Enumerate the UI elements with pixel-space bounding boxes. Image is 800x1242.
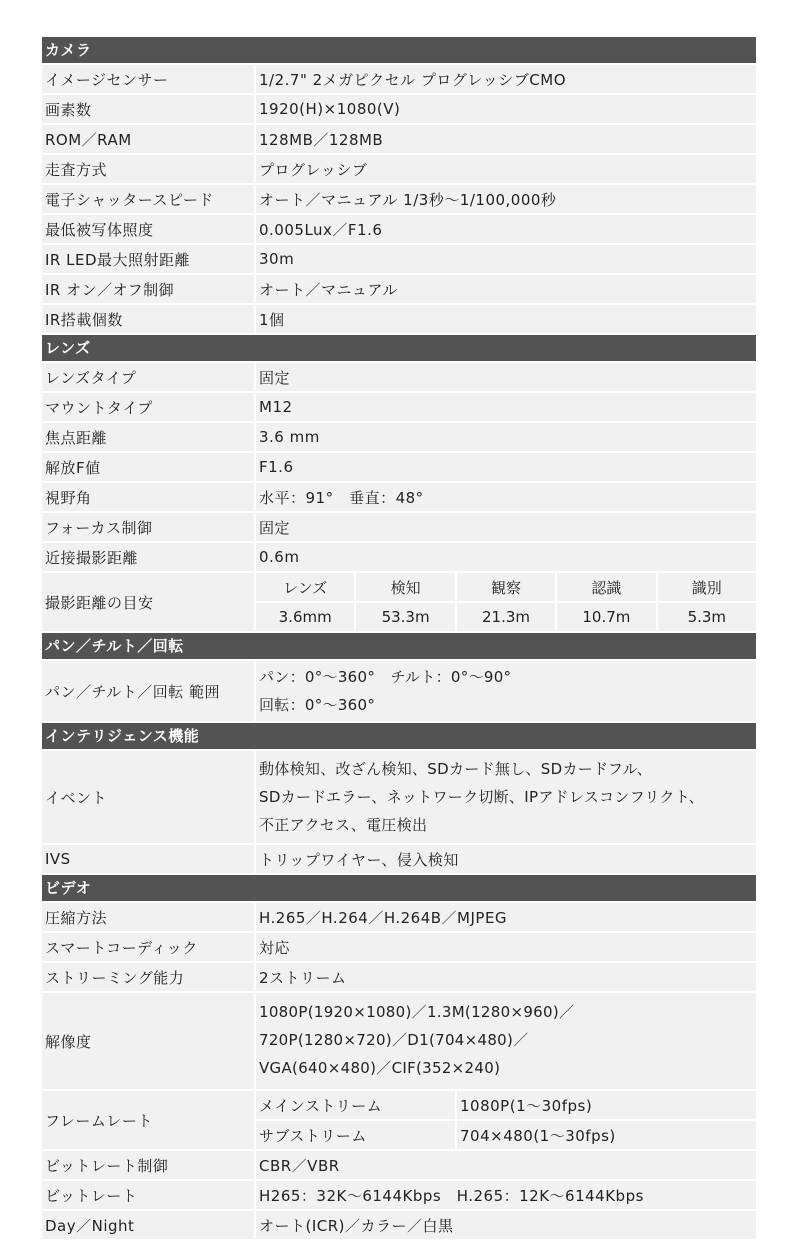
distance-value: 21.3m [457, 603, 555, 631]
spec-label: 走査方式 [42, 155, 254, 183]
spec-label: IR搭載個数 [42, 305, 254, 333]
section-header-lens: レンズ [42, 335, 756, 361]
distance-guide-label: 撮影距離の目安 [42, 573, 254, 631]
framerate-row [42, 1091, 756, 1149]
spec-label: 最低被写体照度 [42, 215, 254, 243]
pantilt-line: パン：0°〜360° チルト：0°〜90° [259, 668, 512, 686]
distance-header: レンズ [256, 573, 354, 601]
spec-value: F1.6 [256, 453, 756, 481]
spec-value: 2ストリーム [256, 963, 756, 991]
spec-row [42, 1211, 756, 1239]
spec-label: 電子シャッタースピード [42, 185, 254, 213]
event-line: 不正アクセス、電圧検出 [259, 816, 428, 834]
spec-label: ROM／RAM [42, 125, 254, 153]
resolution-line: 1080P(1920×1080)／1.3M(1280×960)／ [259, 1003, 575, 1021]
spec-label: ビットレート [42, 1181, 254, 1209]
spec-label: IR LED最大照射距離 [42, 245, 254, 273]
spec-row [42, 903, 756, 931]
spec-label: 圧縮方法 [42, 903, 254, 931]
ivs-value: トリップワイヤー、侵入検知 [256, 845, 756, 873]
resolution-row [42, 993, 756, 1089]
spec-label: 画素数 [42, 95, 254, 123]
spec-label: 焦点距離 [42, 423, 254, 451]
spec-row [42, 245, 756, 273]
spec-row [42, 933, 756, 961]
pantilt-value [256, 661, 756, 721]
spec-row [42, 963, 756, 991]
distance-header: 識別 [658, 573, 756, 601]
distance-value: 10.7m [557, 603, 655, 631]
spec-value: 0.6m [256, 543, 756, 571]
lens-rows [42, 363, 756, 631]
spec-row [42, 423, 756, 451]
spec-value: M12 [256, 393, 756, 421]
framerate-main-label: メインストリーム [256, 1091, 455, 1119]
framerate-main-value: 1080P(1〜30fps) [457, 1091, 756, 1119]
spec-row [42, 543, 756, 571]
framerate-grid [256, 1091, 756, 1149]
resolution-value [256, 993, 756, 1089]
distance-guide-row [42, 573, 756, 631]
spec-row [42, 363, 756, 391]
event-line: SDカードエラー、ネットワーク切断、IPアドレスコンフリクト、 [259, 788, 704, 806]
pantilt-label: パン／チルト／回転 範囲 [42, 661, 254, 721]
resolution-line: VGA(640×480)／CIF(352×240) [259, 1059, 501, 1077]
distance-guide-grid [256, 573, 756, 631]
distance-value: 5.3m [658, 603, 756, 631]
spec-value: オート(ICR)／カラー／白黒 [256, 1211, 756, 1239]
spec-value: 固定 [256, 363, 756, 391]
camera-rows [42, 65, 756, 333]
spec-value: プログレッシブ [256, 155, 756, 183]
spec-row [42, 453, 756, 481]
spec-label: フォーカス制御 [42, 513, 254, 541]
spec-label: ビットレート制御 [42, 1151, 254, 1179]
spec-row [42, 125, 756, 153]
spec-label: マウントタイプ [42, 393, 254, 421]
spec-value: H265：32K〜6144Kbps H.265：12K〜6144Kbps [256, 1181, 756, 1209]
distance-value: 53.3m [356, 603, 454, 631]
section-header-pantilt: パン／チルト／回転 [42, 633, 756, 659]
spec-label: レンズタイプ [42, 363, 254, 391]
distance-header: 観察 [457, 573, 555, 601]
spec-row [42, 1151, 756, 1179]
spec-label: 解放F値 [42, 453, 254, 481]
spec-label: Day／Night [42, 1211, 254, 1239]
spec-value: 128MB／128MB [256, 125, 756, 153]
framerate-sub-label: サブストリーム [256, 1121, 455, 1149]
section-header-intelligence: インテリジェンス機能 [42, 723, 756, 749]
spec-value: オート／マニュアル 1/3秒〜1/100,000秒 [256, 185, 756, 213]
spec-row [42, 393, 756, 421]
event-value [256, 751, 756, 843]
framerate-sub-value: 704×480(1〜30fps) [457, 1121, 756, 1149]
distance-header: 認識 [557, 573, 655, 601]
spec-value: 対応 [256, 933, 756, 961]
resolution-line: 720P(1280×720)／D1(704×480)／ [259, 1031, 529, 1049]
spec-value: H.265／H.264／H.264B／MJPEG [256, 903, 756, 931]
spec-label: IR オン／オフ制御 [42, 275, 254, 303]
ivs-label: IVS [42, 845, 254, 873]
spec-label: スマートコーディック [42, 933, 254, 961]
spec-value: CBR／VBR [256, 1151, 756, 1179]
spec-row [42, 305, 756, 333]
event-row [42, 751, 756, 843]
section-header-video: ビデオ [42, 875, 756, 901]
spec-label: 視野角 [42, 483, 254, 511]
spec-label: 近接撮影距離 [42, 543, 254, 571]
spec-value: 30m [256, 245, 756, 273]
spec-value: 固定 [256, 513, 756, 541]
spec-value: オート／マニュアル [256, 275, 756, 303]
spec-label: ストリーミング能力 [42, 963, 254, 991]
event-label: イベント [42, 751, 254, 843]
spec-label: イメージセンサー [42, 65, 254, 93]
spec-value: 0.005Lux／F1.6 [256, 215, 756, 243]
spec-value: 1920(H)×1080(V) [256, 95, 756, 123]
spec-row [42, 275, 756, 303]
spec-row [42, 155, 756, 183]
spec-row [42, 215, 756, 243]
spec-row [42, 185, 756, 213]
spec-value: 1個 [256, 305, 756, 333]
spec-row [42, 95, 756, 123]
spec-table [42, 37, 756, 1241]
distance-header: 検知 [356, 573, 454, 601]
distance-value: 3.6mm [256, 603, 354, 631]
spec-row [42, 483, 756, 511]
spec-value: 3.6 mm [256, 423, 756, 451]
spec-row [42, 1181, 756, 1209]
pantilt-line: 回転：0°〜360° [259, 696, 376, 714]
event-line: 動体検知、改ざん検知、SDカード無し、SDカードフル、 [259, 760, 652, 778]
spec-row [42, 65, 756, 93]
spec-value: 水平：91° 垂直：48° [256, 483, 756, 511]
framerate-label: フレームレート [42, 1091, 254, 1149]
ivs-row [42, 845, 756, 873]
spec-value: 1/2.7" 2メガピクセル プログレッシブCMO [256, 65, 756, 93]
pantilt-row [42, 661, 756, 721]
section-header-camera: カメラ [42, 37, 756, 63]
spec-row [42, 513, 756, 541]
resolution-label: 解像度 [42, 993, 254, 1089]
